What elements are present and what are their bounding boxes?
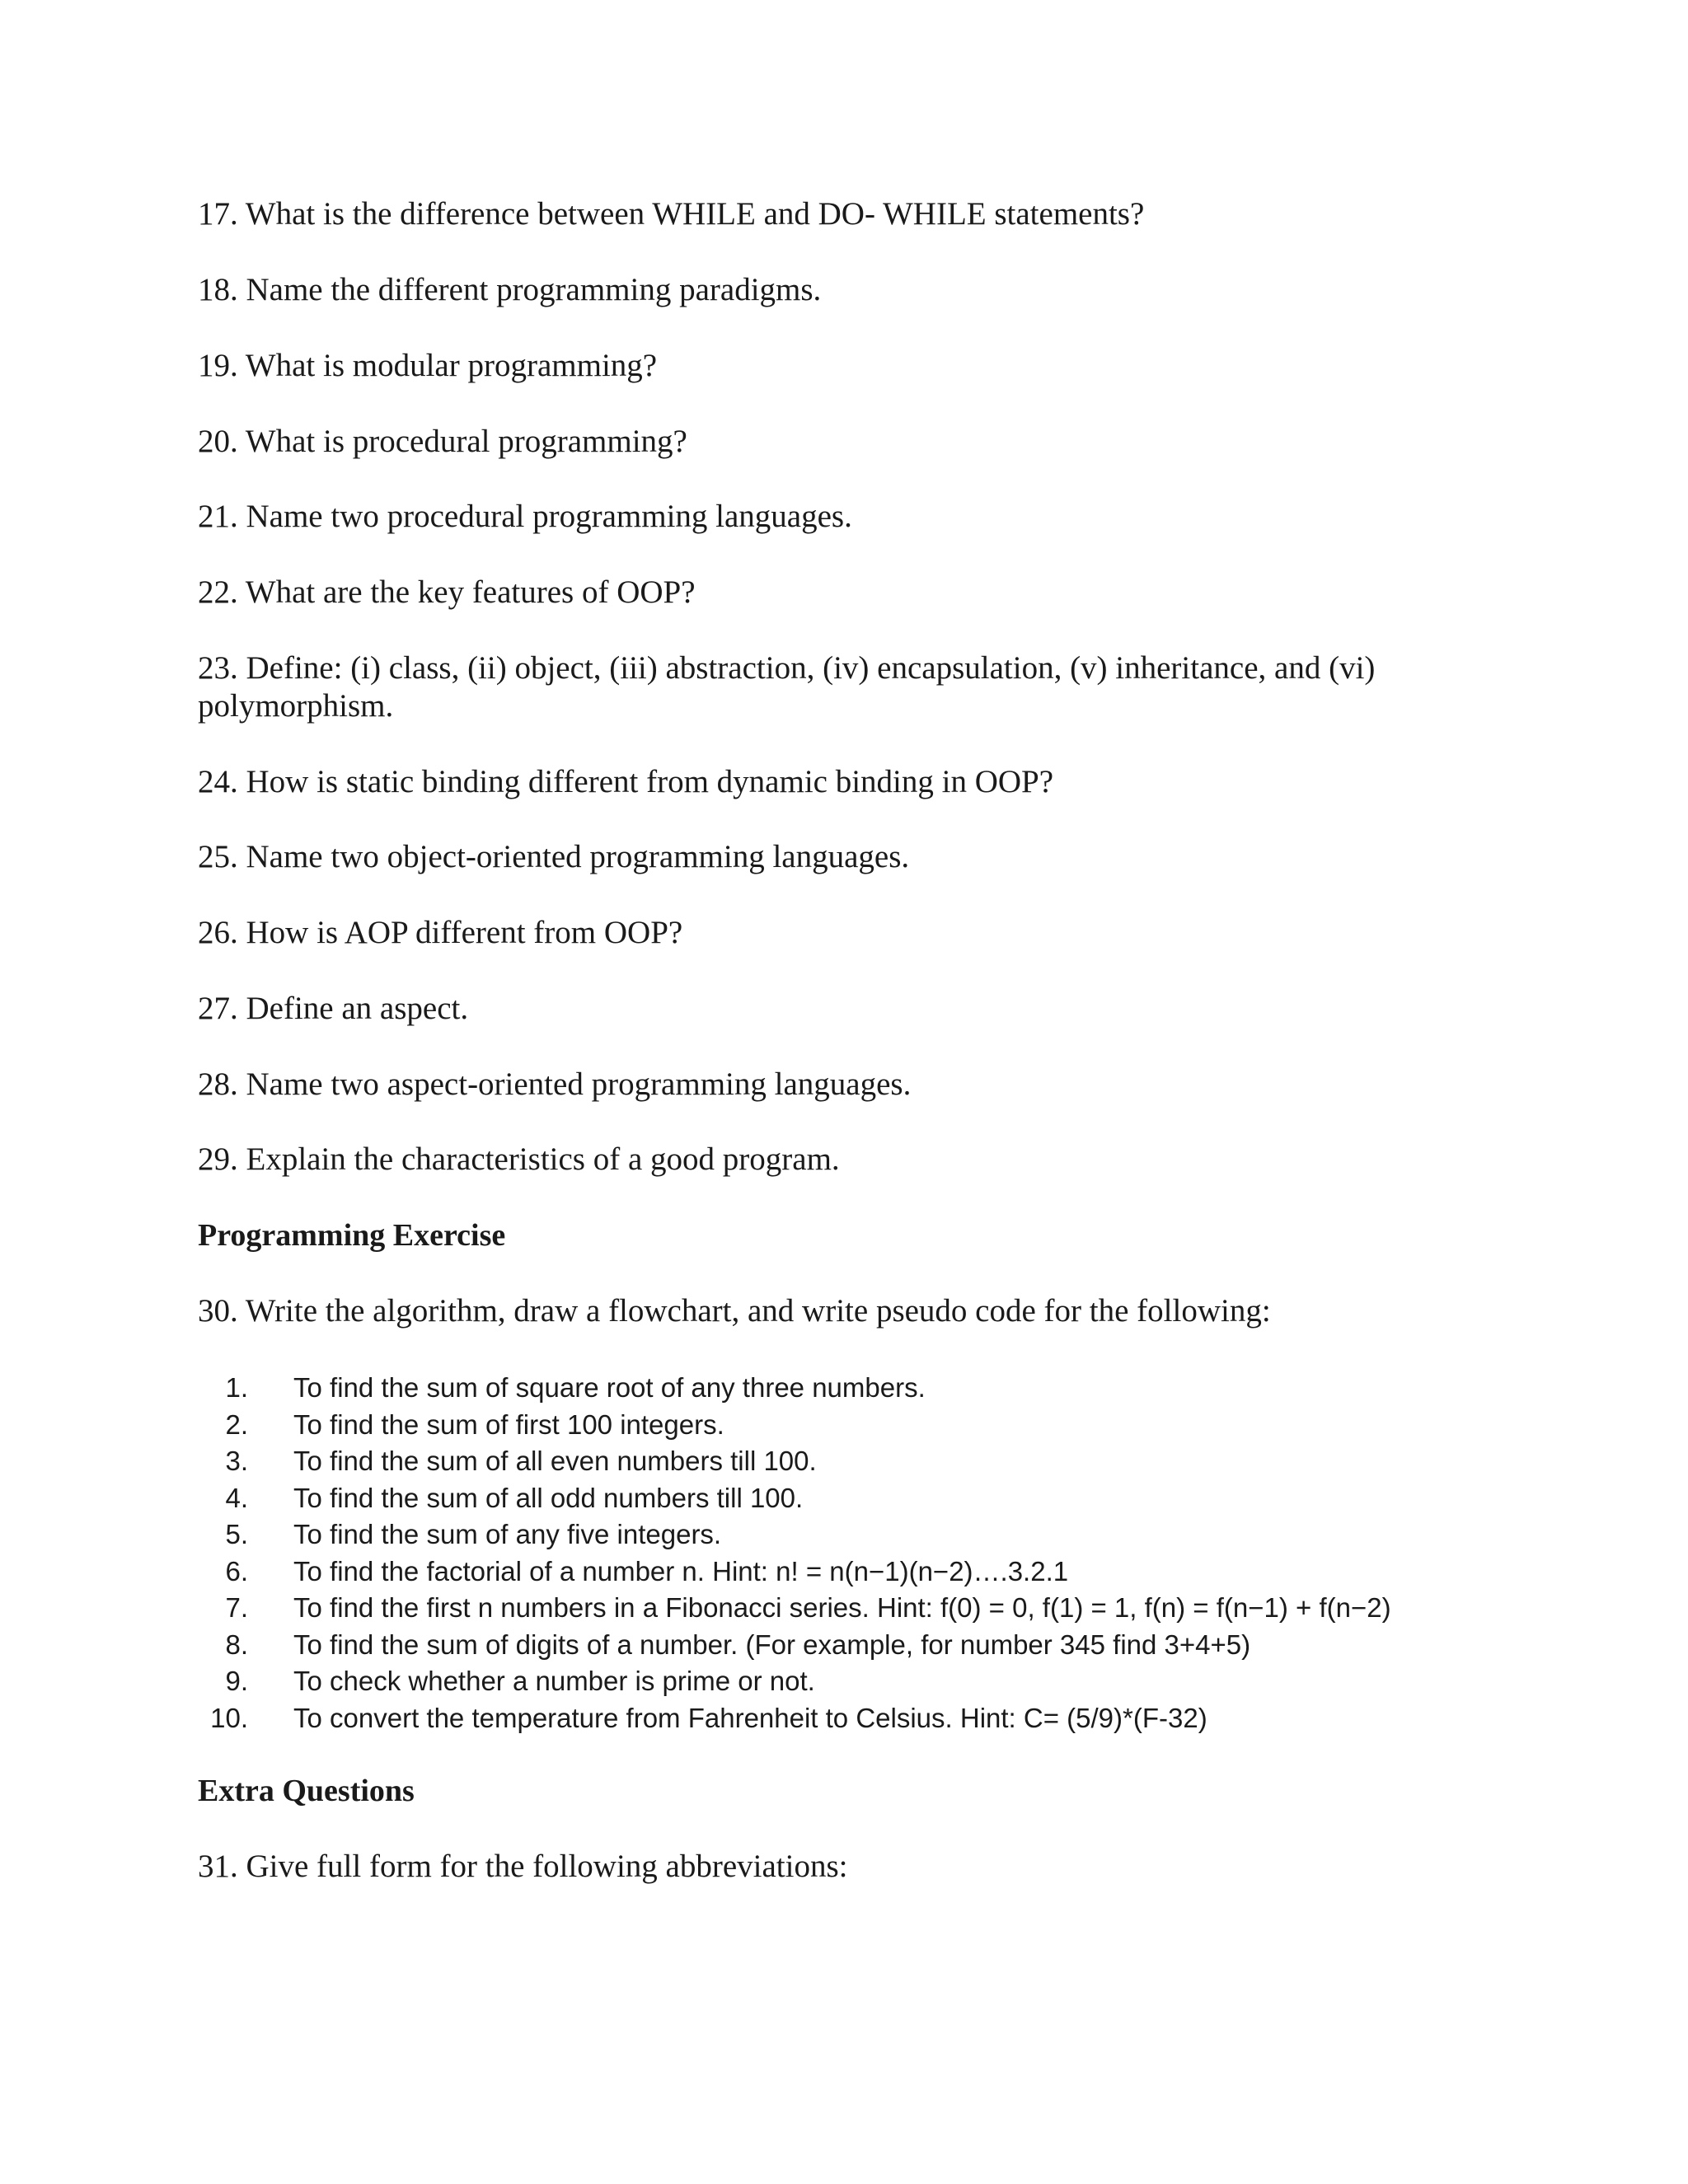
question-19: 19. What is modular programming? [198, 348, 658, 383]
section-heading-programming-exercise: Programming Exercise [198, 1218, 506, 1253]
section-heading-extra-questions: Extra Questions [198, 1774, 415, 1808]
question-17: 17. What is the difference between WHILE and DO- WHILE statements? [198, 196, 1145, 232]
list-item-text: To check whether a number is prime or not. [293, 1666, 815, 1696]
question-30: 30. Write the algorithm, draw a flowchart, and write pseudo code for the following: [198, 1293, 1271, 1329]
list-item-text: To find the first n numbers in a Fibonacci series. Hint: f(0) = 0, f(1) = 1, f(n) = f(n−1) + f(n−2) [293, 1592, 1391, 1623]
question-29: 29. Explain the characteristics of a good program. [198, 1141, 840, 1177]
list-item-number: 5. [225, 1519, 248, 1549]
list-item [198, 1443, 1484, 1480]
list-item [198, 1700, 1484, 1737]
question-23: 23. Define: (i) class, (ii) object, (iii) abstraction, (iv) encapsulation, (v) inheritance, and (vi) polymorphism. [198, 650, 1376, 724]
list-item-text: To find the sum of any five integers. [293, 1519, 722, 1549]
question-21: 21. Name two procedural programming languages. [198, 499, 852, 534]
question-24: 24. How is static binding different from dynamic binding in OOP? [198, 764, 1054, 799]
question-20: 20. What is procedural programming? [198, 424, 687, 459]
question-26: 26. How is AOP different from OOP? [198, 915, 683, 950]
list-item-number: 2. [225, 1408, 248, 1440]
list-item-text: To find the sum of square root of any three numbers. [293, 1372, 926, 1403]
list-item-text: To find the factorial of a number n. Hint: n! = n(n−1)(n−2)….3.2.1 [293, 1555, 1069, 1586]
list-item [198, 1370, 1484, 1407]
question-25: 25. Name two object-oriented programming languages. [198, 839, 910, 874]
list-item-number: 4. [225, 1482, 248, 1513]
list-item-text: To convert the temperature from Fahrenheit to Celsius. Hint: C= (5/9)*(F-32) [293, 1702, 1207, 1733]
list-item-number: 8. [225, 1629, 248, 1660]
list-item-number: 6. [225, 1555, 248, 1586]
list-item-number: 1. [225, 1372, 248, 1403]
list-item-number: 3. [225, 1446, 248, 1476]
list-item [198, 1627, 1484, 1664]
exercise-list [198, 1370, 1484, 1736]
list-item-text: To find the sum of first 100 integers. [293, 1408, 724, 1440]
list-item-text: To find the sum of digits of a number. (For example, for number 345 find 3+4+5) [293, 1629, 1251, 1660]
list-item [198, 1516, 1484, 1554]
list-item [198, 1407, 1484, 1444]
list-item-number: 10. [210, 1702, 248, 1733]
question-31: 31. Give full form for the following abbreviations: [198, 1849, 848, 1884]
list-item-number: 7. [225, 1592, 248, 1623]
question-18: 18. Name the different programming paradigms. [198, 272, 822, 307]
list-item [198, 1663, 1484, 1700]
list-item [198, 1480, 1484, 1517]
list-item-text: To find the sum of all even numbers till 100. [293, 1446, 817, 1476]
list-item [198, 1554, 1484, 1591]
question-27: 27. Define an aspect. [198, 991, 469, 1026]
list-item [198, 1590, 1484, 1627]
list-item-number: 9. [225, 1666, 248, 1696]
question-22: 22. What are the key features of OOP? [198, 574, 696, 610]
question-28: 28. Name two aspect-oriented programming languages. [198, 1066, 912, 1102]
list-item-text: To find the sum of all odd numbers till 100. [293, 1482, 804, 1513]
